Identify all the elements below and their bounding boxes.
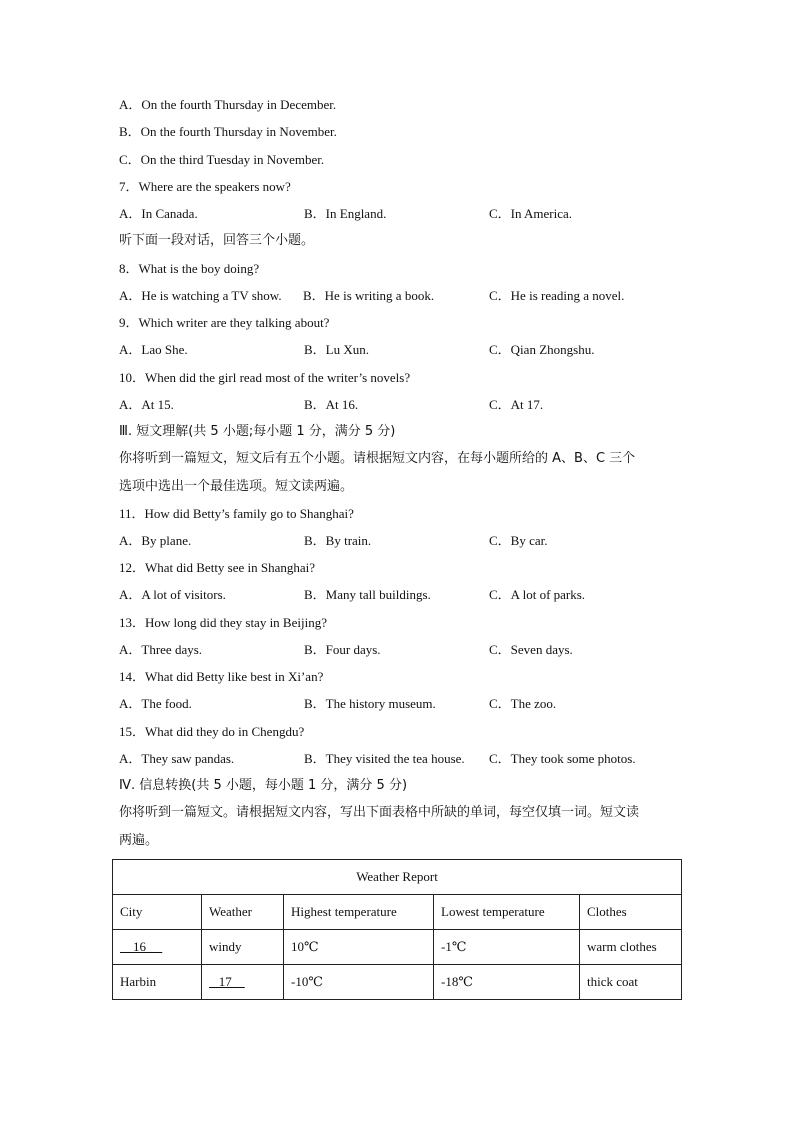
q12-question: 12．What did Betty see in Shanghai? (119, 560, 316, 575)
section-4-instruction-line-1: 你将听到一篇短文。请根据短文内容，写出下面表格中所缺的单词，每空仅填一词。短文读 (119, 805, 640, 820)
q8-option-b: B．He is writing a book. (303, 288, 435, 303)
table-cell: thick coat (580, 965, 682, 1000)
table-cell: -1℃ (434, 930, 580, 965)
q13-question: 13．How long did they stay in Beijing? (119, 615, 327, 630)
header-city: City (113, 895, 202, 930)
table-cell: 10℃ (284, 930, 434, 965)
q9-option-b: B．Lu Xun. (304, 342, 370, 357)
header-lowest-temperature: Lowest temperature (434, 895, 580, 930)
q14-option-a: A．The food. (119, 696, 192, 711)
q12-option-a: A．A lot of visitors. (119, 587, 226, 602)
section-3-instruction-line-1: 你将听到一篇短文，短文后有五个小题。请根据短文内容，在每小题所给的 A、B、C 三个 (119, 451, 636, 466)
header-weather: Weather (202, 895, 284, 930)
table-cell: -10℃ (284, 965, 434, 1000)
section-3-heading: Ⅲ. 短文理解(共 5 小题;每小题 1 分，满分 5 分) (119, 424, 396, 439)
answer-blank-16: 16 (120, 939, 163, 954)
q7-option-b: B．In England. (304, 206, 387, 221)
section-3-instruction-line-2: 选项中选出一个最佳选项。短文读两遍。 (119, 479, 354, 494)
q15-option-a: A．They saw pandas. (119, 751, 235, 766)
q13-option-c: C．Seven days. (489, 642, 573, 657)
q14-question: 14．What did Betty like best in Xi’an? (119, 669, 324, 684)
table-cell: Harbin (113, 965, 202, 1000)
q8-option-c: C．He is reading a novel. (489, 288, 625, 303)
q15-question: 15．What did they do in Chengdu? (119, 724, 305, 739)
table-row (113, 965, 682, 1000)
q9-question: 9．Which writer are they talking about? (119, 315, 330, 330)
dialogue-instruction: 听下面一段对话，回答三个小题。 (119, 233, 315, 248)
section-4-instruction-line-2: 两遍。 (119, 833, 159, 848)
table-cell-blank (113, 930, 202, 965)
q8-option-a: A．He is watching a TV show. (119, 288, 282, 303)
section-4-heading: Ⅳ. 信息转换(共 5 小题，每小题 1 分，满分 5 分) (119, 778, 408, 793)
q6-option-c: C．On the third Tuesday in November. (119, 152, 325, 167)
q7-option-a: A．In Canada. (119, 206, 198, 221)
q8-question: 8．What is the boy doing? (119, 261, 260, 276)
table-row (113, 930, 682, 965)
q7-question: 7．Where are the speakers now? (119, 179, 291, 194)
table-header-row (113, 895, 682, 930)
table-title: Weather Report (113, 860, 682, 895)
table-cell: windy (202, 930, 284, 965)
table-cell: -18℃ (434, 965, 580, 1000)
q7-option-c: C．In America. (489, 206, 573, 221)
q14-option-c: C．The zoo. (489, 696, 557, 711)
q11-option-b: B．By train. (304, 533, 372, 548)
q10-option-a: A．At 15. (119, 397, 174, 412)
q13-option-b: B．Four days. (304, 642, 381, 657)
header-clothes: Clothes (580, 895, 682, 930)
q13-option-a: A．Three days. (119, 642, 203, 657)
q9-option-c: C．Qian Zhongshu. (489, 342, 595, 357)
q12-option-c: C．A lot of parks. (489, 587, 586, 602)
header-highest-temperature: Highest temperature (284, 895, 434, 930)
q11-question: 11．How did Betty’s family go to Shanghai? (119, 506, 354, 521)
q15-option-b: B．They visited the tea house. (304, 751, 465, 766)
q9-option-a: A．Lao She. (119, 342, 188, 357)
q15-option-c: C．They took some photos. (489, 751, 636, 766)
table-title-row (113, 860, 682, 895)
q10-option-b: B．At 16. (304, 397, 359, 412)
table-cell-blank (202, 965, 284, 1000)
answer-blank-17: 17 (209, 974, 245, 989)
q6-option-b: B．On the fourth Thursday in November. (119, 124, 337, 139)
q6-option-a: A．On the fourth Thursday in December. (119, 97, 337, 112)
q10-option-c: C．At 17. (489, 397, 544, 412)
weather-report-table (112, 859, 682, 1000)
q12-option-b: B．Many tall buildings. (304, 587, 431, 602)
q10-question: 10．When did the girl read most of the writer’s novels? (119, 370, 411, 385)
q11-option-c: C．By car. (489, 533, 548, 548)
q11-option-a: A．By plane. (119, 533, 192, 548)
q14-option-b: B．The history museum. (304, 696, 436, 711)
table-cell: warm clothes (580, 930, 682, 965)
